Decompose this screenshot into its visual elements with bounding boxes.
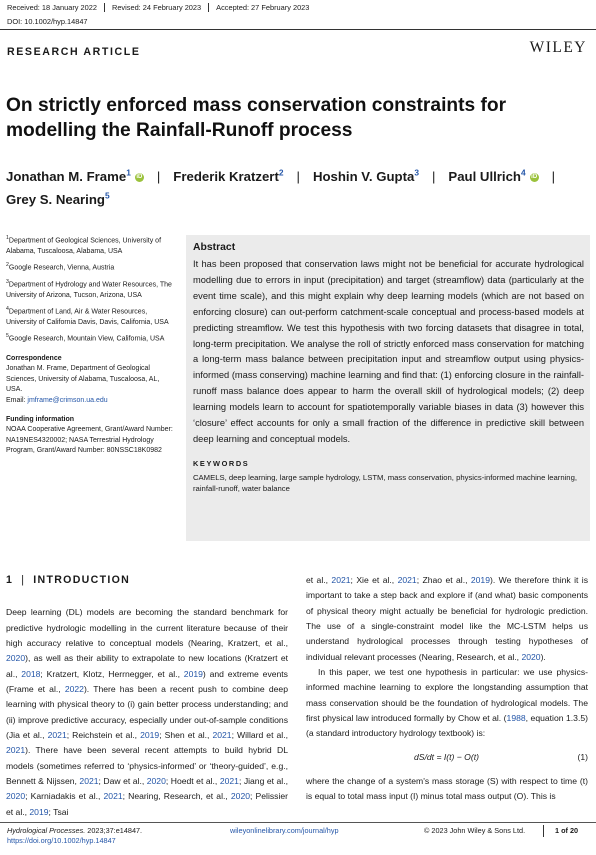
affiliation-number: 5 (6, 333, 9, 340)
author-list (6, 165, 586, 211)
citation-link[interactable]: 2022 (64, 684, 84, 695)
orcid-icon[interactable]: iD (531, 174, 538, 181)
affiliation-item (6, 331, 176, 345)
correspondence-heading: Correspondence (6, 354, 62, 362)
affiliation-number: 4 (6, 306, 9, 313)
author-name-text: Grey S. Nearing (6, 192, 105, 207)
citation-link[interactable]: 2019 (140, 730, 160, 741)
equation-block (306, 750, 588, 765)
article-type-label: RESEARCH ARTICLE (7, 46, 141, 58)
journal-site-link[interactable]: wileyonlinelibrary.com/journal/hyp (230, 826, 339, 835)
doi-label: DOI: 10.1002/hyp.14847 (7, 17, 88, 26)
body-text: ; Zhao et al., (416, 575, 471, 585)
citation-volume: 2023;37:e14847. (85, 826, 143, 835)
accepted-date: Accepted: 27 February 2023 (216, 3, 310, 12)
affiliation-number: 2 (6, 262, 9, 269)
citation-link[interactable]: 2019 (470, 575, 490, 585)
correspondence-address: Jonathan M. Frame, Department of Geological Sciences, University of Alabama, Tuscaloosa, AL, USA. (6, 365, 160, 394)
citation-link[interactable]: 2021 (103, 791, 123, 802)
author-separator: | (156, 169, 161, 184)
body-text: ; Pelissier et al., (6, 791, 288, 817)
body-text: ; Xie et al., (350, 575, 398, 585)
footer-rule (0, 822, 596, 823)
body-text: ; Nearing, Research, et al., (122, 791, 231, 802)
author-name (6, 169, 144, 184)
body-text: ). There have been several recent attempts to build hybrid DL models (sometimes referred to ‘physics-informed’ or ‘theory-guided’, e.g., Bennett & Nijssen, (6, 745, 288, 787)
body-text: ; Tsai (48, 806, 69, 817)
body-text: ). We therefore think it is important to take a step back and explore if (and what) basic components of physical theory might actually be beneficial for hydrologic prediction. The use of a single-constraint model like the MC-LSTM helps us understand hydrological processes through testing hypotheses of individual relevant processes (Nearing, Research, et al., (306, 575, 588, 662)
author-separator: | (431, 169, 436, 184)
author-name-text: Hoshin V. Gupta (312, 169, 415, 184)
citation-link[interactable]: 2021 (331, 575, 351, 585)
affiliation-number: 1 (6, 235, 9, 241)
affiliation-item (6, 233, 176, 257)
section-heading (6, 573, 288, 588)
section-number: 1 (6, 574, 14, 586)
email-link[interactable]: jmframe@crimson.ua.edu (27, 396, 108, 404)
author-name (173, 169, 283, 184)
body-paragraph (306, 774, 588, 805)
funding-heading: Funding information (6, 415, 75, 423)
citation-link[interactable]: 2020 (146, 776, 166, 787)
body-text: ; Reichstein et al., (66, 730, 141, 741)
date-divider (104, 3, 105, 12)
abstract-text: It has been proposed that conservation laws might not be beneficial for accurate hydrological modelling due to errors in input (precipitation) and target (streamflow) data (particularly at the event time scale), and this might explain why deep learning models (which are not based on enforcing closure) can out-perform catchment-scale conceptual and process-based models at predicting streamflow. We test this hypothesis with two forcing datasets that disagree in total, long-term precipitation. We analyse the roll of strictly enforced mass conservation for matching a long-term mass balance between precipitation input and streamflow output using physics-informed (mass conserving) machine learning and find that: (1) enforcing closure in the rainfall-runoff mass balance does appear to harm the overall skill of hydrological models; (2) deep learning models learn to account for spatiotemporally variable biases in data (3) however this ‘closure’ effect accounts for only a small fraction of the difference in predictive skill between deep learning and conceptual models. (193, 259, 584, 444)
body-text: , equation 1.3.5) (a standard introductory hydrology textbook) is: (306, 713, 588, 739)
body-text: ; Willard et al., (231, 730, 288, 741)
author-separator: | (551, 169, 556, 184)
author-separator: | (296, 169, 300, 184)
orcid-icon[interactable]: iD (136, 174, 143, 181)
body-text: ), as well as their ability to extrapolate to new locations (Kratzert et al., (6, 653, 288, 679)
body-text: ). There has been a recent push to combine deep learning with physical theory to (i) gain better process understanding; and (ii) improve predictive accuracy, especially under out-of-sample conditions (Jia et al., (6, 684, 288, 741)
article-dates (7, 3, 309, 12)
citation-link[interactable]: 2018 (21, 668, 41, 679)
keywords-heading: KEYWORDS (193, 458, 250, 468)
author-affiliation-number[interactable]: 1 (126, 167, 131, 178)
author-name (6, 192, 110, 207)
body-text: Deep learning (DL) models are becoming the standard benchmark for predictive hydrologic modelling in the current literature because of their high accuracy relative to conceptual models (Nearing, Kratzert, et al., (6, 607, 288, 649)
author-affiliation-number[interactable]: 2 (278, 167, 284, 178)
footer-citation (7, 826, 142, 847)
date-divider (208, 3, 209, 12)
journal-name: Hydrological Processes. (7, 826, 86, 835)
author-name (448, 169, 538, 184)
body-text: et al., (306, 575, 332, 585)
abstract-heading: Abstract (193, 242, 236, 253)
abstract-box (186, 235, 590, 541)
author-affiliation-number[interactable]: 4 (520, 167, 526, 178)
body-paragraph (6, 605, 288, 820)
author-affiliation-number[interactable]: 3 (414, 167, 419, 178)
citation-link[interactable]: 1988 (506, 713, 526, 724)
body-text: ; Jiang et al., (238, 776, 288, 787)
body-text: ; Kratzert, Klotz, Herrnegger, et al., (40, 668, 184, 679)
email-label: Email: (6, 396, 26, 404)
body-paragraph (306, 573, 588, 665)
body-text: ; Shen et al., (159, 730, 213, 741)
author-name (313, 169, 419, 184)
citation-link[interactable]: 2021 (219, 776, 239, 787)
affiliation-list (6, 233, 176, 345)
body-text: where the change of a system's mass storage (S) with respect to time (t) is equal to total mass input (I) minus total mass output (O). This is (306, 776, 588, 802)
affiliation-number: 3 (6, 278, 9, 285)
body-paragraph (306, 665, 588, 742)
header-rule (0, 29, 596, 30)
doi-link[interactable]: https://doi.org/10.1002/hyp.14847 (7, 836, 116, 846)
citation-link[interactable]: 2021 (47, 730, 67, 741)
affiliation-item (6, 260, 176, 274)
left-column (6, 573, 288, 820)
affiliation-text: Department of Hydrology and Water Resources, The University of Arizona, Tucson, Arizona, USA (6, 281, 172, 299)
affiliation-item (6, 304, 176, 328)
copyright-text: © 2023 John Wiley & Sons Ltd. (424, 826, 526, 835)
footer-divider (543, 825, 544, 837)
citation-link[interactable]: 2020 (6, 791, 26, 802)
page-number: 1 of 20 (555, 826, 579, 835)
citation-link[interactable]: 2020 (230, 791, 251, 802)
body-text: ). (540, 651, 546, 662)
citation-link[interactable]: 2019 (29, 806, 49, 817)
citation-link[interactable]: 2021 (397, 575, 417, 585)
affiliation-text: Google Research, Vienna, Austria (8, 264, 115, 272)
body-text: ; Hoedt et al., (165, 776, 220, 787)
revised-date: Revised: 24 February 2023 (111, 3, 202, 12)
body-text: ; Karniadakis et al., (25, 791, 104, 802)
affiliation-item (6, 277, 176, 301)
right-column (306, 573, 588, 805)
funding-text: NOAA Cooperative Agreement, Grant/Award Number: NA19NES4320002; NASA Terrestrial Hydrology Program, Grant/Award Number: 80NSSC18K0982 (6, 426, 173, 455)
publisher-logo: WILEY (529, 39, 587, 56)
affiliation-text: Department of Geological Sciences, University of Alabama, Tuscaloosa, Alabama, USA (6, 237, 162, 255)
affiliation-text: Google Research, Mountain View, California, USA (8, 335, 165, 343)
author-name-text: Frederik Kratzert (173, 169, 279, 184)
body-text: In this paper, we test one hypothesis in particular: we use physics-informed machine learning to explore the longstanding assumption that mass conservation should be the foundation of hydrological models. The first physical law introduced formally by Chow et al. ( (306, 667, 588, 724)
affiliations-sidebar (6, 233, 176, 457)
section-title: INTRODUCTION (33, 574, 131, 586)
received-date: Received: 18 January 2022 (7, 3, 97, 12)
citation-link[interactable]: 2021 (6, 745, 26, 756)
equation-number: (1) (577, 751, 588, 762)
keywords-text: CAMELS, deep learning, large sample hydrology, LSTM, mass conservation, physics-informed machine learning, rainfall-runoff, water balance (193, 472, 577, 493)
citation-link[interactable]: 2020 (6, 653, 26, 664)
citation-link[interactable]: 2021 (79, 776, 99, 787)
equation: dS/dt = I(t) − O(t) (414, 751, 479, 762)
author-affiliation-number[interactable]: 5 (104, 190, 110, 201)
section-divider: | (21, 574, 26, 586)
correspondence-text (6, 364, 176, 406)
citation-link[interactable]: 2019 (183, 668, 203, 679)
citation-link[interactable]: 2020 (521, 651, 541, 662)
body-text: ) and extreme events (Frame et al., (6, 668, 288, 695)
author-name-text: Jonathan M. Frame (6, 169, 127, 184)
author-name-text: Paul Ullrich (448, 169, 521, 184)
affiliation-text: Department of Land, Air & Water Resources, University of California Davis, Davis, California, USA (6, 308, 169, 326)
citation-link[interactable]: 2021 (212, 730, 232, 741)
article-title: On strictly enforced mass conservation constraints for modelling the Rainfall-Runoff process (6, 95, 507, 141)
body-text: ; Daw et al., (98, 776, 147, 787)
